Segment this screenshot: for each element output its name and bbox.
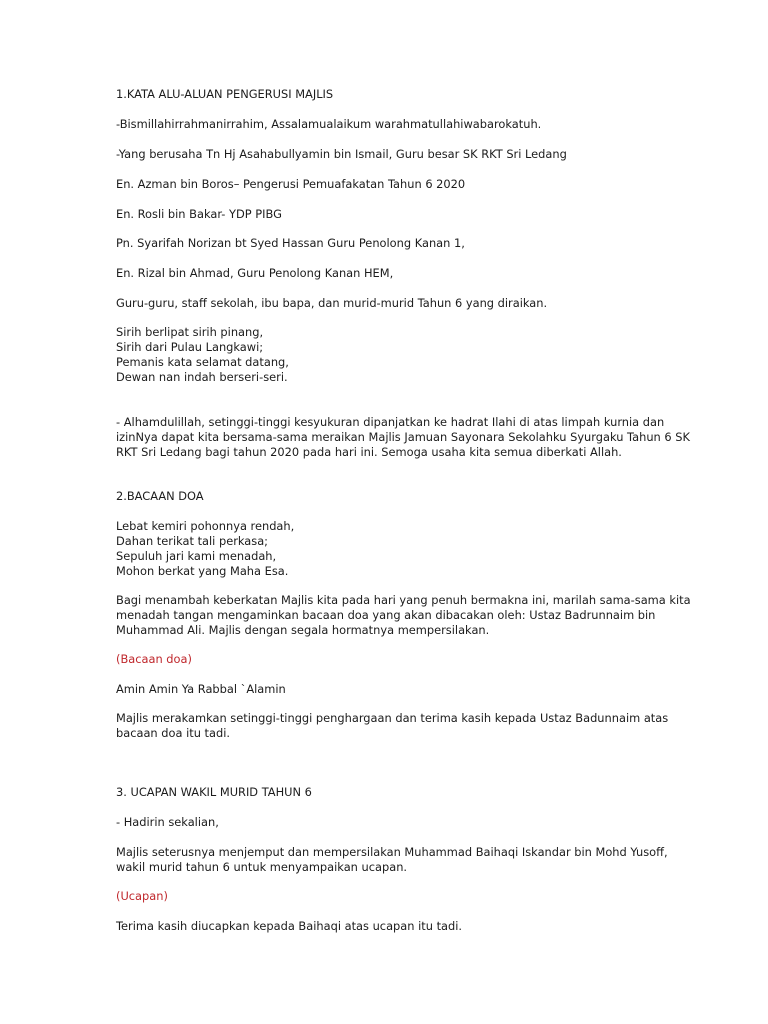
paragraph-line: menadah tangan mengaminkan bacaan doa yang akan dibacakan oleh: Ustaz Badrunnaim bin: [116, 608, 656, 622]
paragraph-line: izinNya dapat kita bersama-sama meraikan Majlis Jamuan Sayonara Sekolahku Syurgaku Tahun 6 SK: [116, 430, 690, 444]
pantun-line: Sepuluh jari kami menadah,: [116, 549, 277, 563]
paragraph-line: Majlis seterusnya menjemput dan mempersilakan Muhammad Baihaqi Iskandar bin Mohd Yusoff,: [116, 845, 668, 859]
guest-line: Pn. Syarifah Norizan bt Syed Hassan Guru Penolong Kanan 1,: [116, 236, 465, 250]
pantun-line: Dewan nan indah berseri-seri.: [116, 370, 288, 384]
opening-greeting: -Bismillahirrahmanirrahim, Assalamualaikum warahmatullahiwabarokatuh.: [116, 117, 542, 131]
section-2-heading: 2.BACAAN DOA: [116, 489, 204, 503]
stage-cue: (Ucapan): [116, 889, 168, 903]
guest-line: -Yang berusaha Tn Hj Asahabullyamin bin Ismail, Guru besar SK RKT Sri Ledang: [116, 147, 567, 161]
audience-greeting: - Hadirin sekalian,: [116, 815, 219, 829]
guest-line: En. Rizal bin Ahmad, Guru Penolong Kanan HEM,: [116, 266, 394, 280]
paragraph-line: Muhammad Ali. Majlis dengan segala hormatnya mempersilakan.: [116, 623, 490, 637]
pantun-line: Sirih berlipat sirih pinang,: [116, 325, 264, 339]
section-3-heading: 3. UCAPAN WAKIL MURID TAHUN 6: [116, 785, 312, 799]
closing-thanks: Terima kasih diucapkan kepada Baihaqi atas ucapan itu tadi.: [116, 919, 463, 933]
section-1-heading: 1.KATA ALU-ALUAN PENGERUSI MAJLIS: [116, 87, 334, 101]
paragraph-line: bacaan doa itu tadi.: [116, 726, 231, 740]
guest-line: En. Azman bin Boros– Pengerusi Pemuafakatan Tahun 6 2020: [116, 177, 466, 191]
paragraph-line: wakil murid tahun 6 untuk menyampaikan ucapan.: [116, 860, 408, 874]
paragraph-line: - Alhamdulillah, setinggi-tinggi kesyukuran dipanjatkan ke hadrat Ilahi di atas limpah kurnia dan: [116, 415, 665, 429]
pantun-line: Sirih dari Pulau Langkawi;: [116, 340, 264, 354]
paragraph-line: Majlis merakamkan setinggi-tinggi penghargaan dan terima kasih kepada Ustaz Badunnaim atas: [116, 711, 669, 725]
paragraph-line: Bagi menambah keberkatan Majlis kita pada hari yang penuh bermakna ini, marilah sama-sama kita: [116, 593, 691, 607]
paragraph-line: RKT Sri Ledang bagi tahun 2020 pada hari ini. Semoga usaha kita semua diberkati Allah.: [116, 445, 622, 459]
guest-line: En. Rosli bin Bakar- YDP PIBG: [116, 207, 282, 221]
pantun-line: Pemanis kata selamat datang,: [116, 355, 289, 369]
pantun-line: Dahan terikat tali perkasa;: [116, 534, 269, 548]
stage-cue: (Bacaan doa): [116, 652, 192, 666]
pantun-line: Mohon berkat yang Maha Esa.: [116, 564, 289, 578]
amin-line: Amin Amin Ya Rabbal `Alamin: [116, 682, 286, 696]
pantun-line: Lebat kemiri pohonnya rendah,: [116, 519, 295, 533]
guest-line: Guru-guru, staff sekolah, ibu bapa, dan murid-murid Tahun 6 yang diraikan.: [116, 296, 548, 310]
